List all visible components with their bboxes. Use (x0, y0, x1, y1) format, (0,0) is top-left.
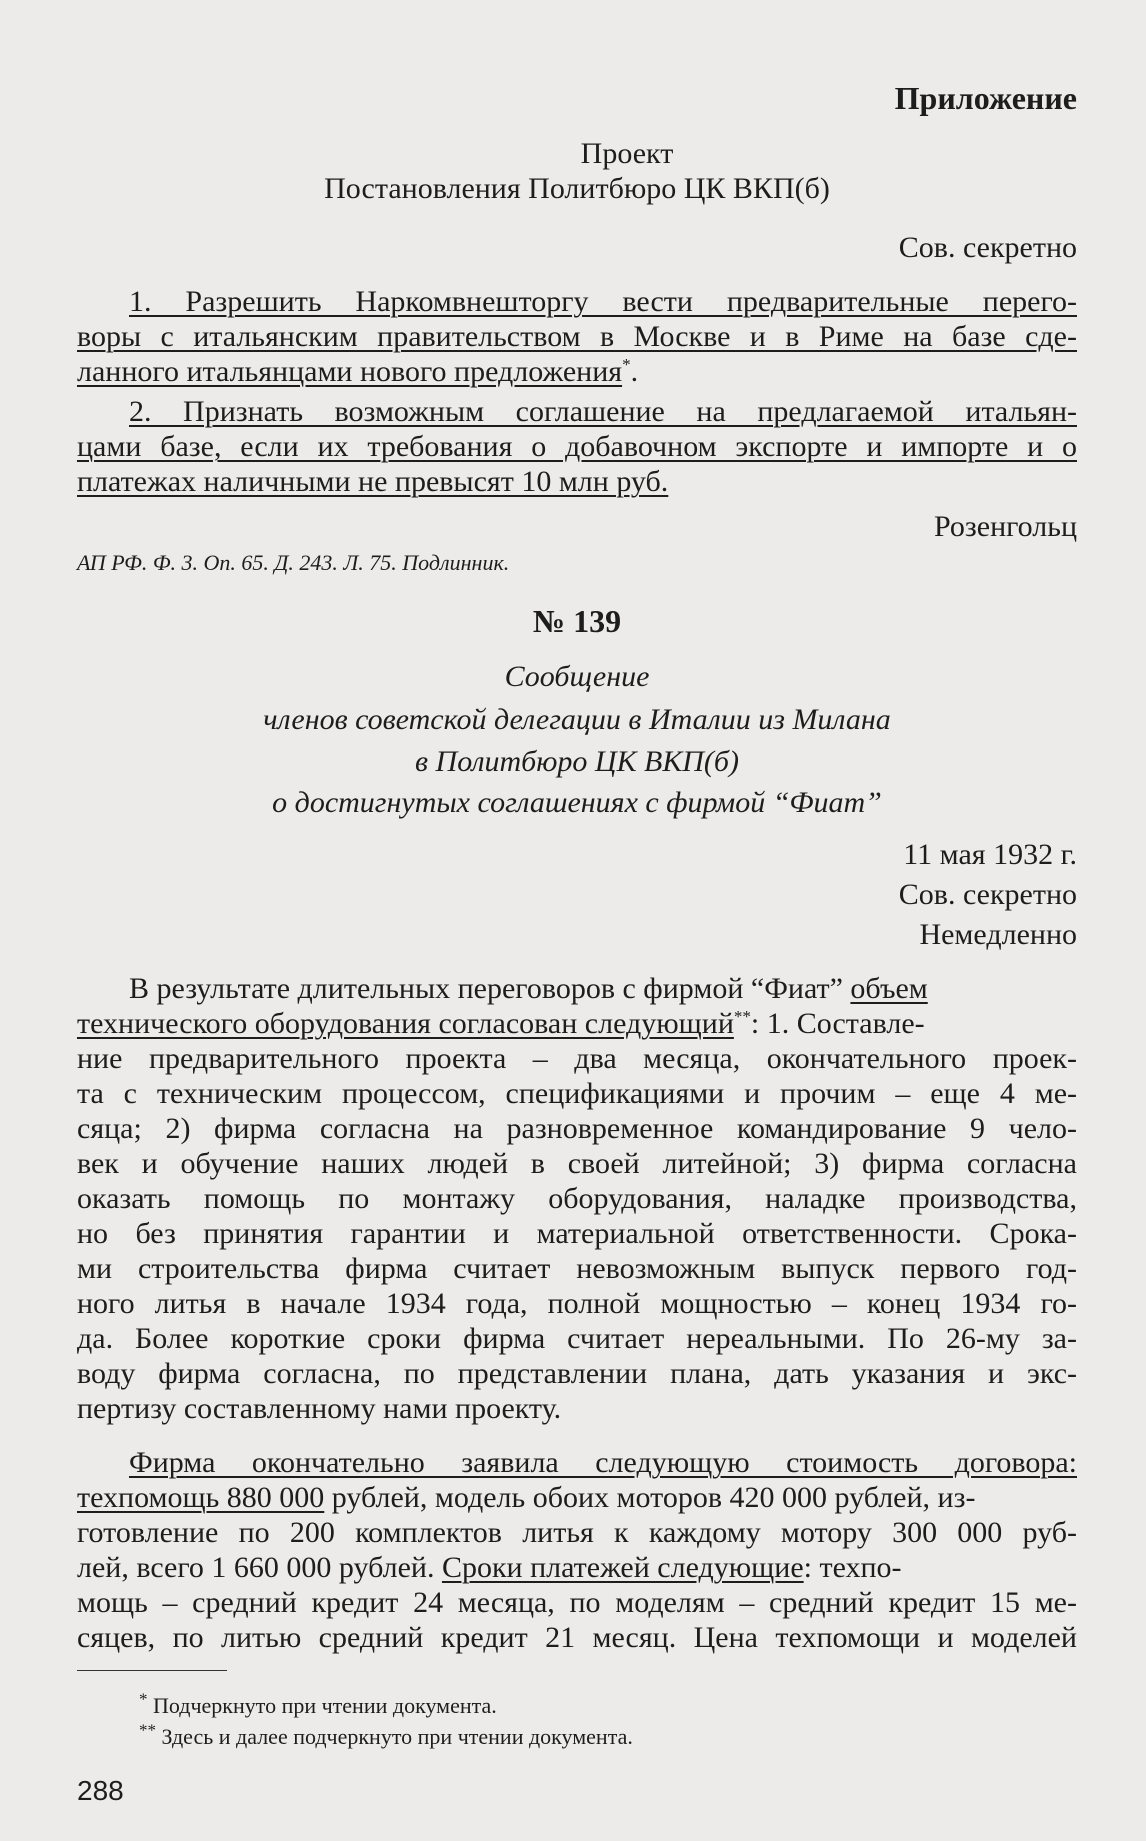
para2-line-2 (77, 1481, 1077, 1514)
para2-l4-rest: : техпо- (803, 1551, 902, 1584)
para1-line-10: ного литья в начале 1934 года, полной мощностью – конец 1934 го- (77, 1287, 1077, 1320)
appendix-heading: Приложение (894, 80, 1077, 116)
footnote-rule (77, 1670, 227, 1671)
doc-urgency: Немедленно (919, 918, 1077, 951)
para1-line-5: сяца; 2) фирма согласна на разновременное командирование 9 чело- (77, 1112, 1077, 1145)
para1-line-11: да. Более короткие сроки фирма считает нереальными. По 26-му за- (77, 1322, 1077, 1355)
para1-line-6: век и обучение наших людей в своей литейной; 3) фирма согласна (77, 1147, 1077, 1180)
footnote-2 (139, 1720, 1139, 1750)
para1-l1-plain: В результате длительных переговоров с фирмой “Фиат” (129, 972, 851, 1005)
footnote-mark-1: * (622, 355, 631, 374)
doc-title-line-4: о достигнутых соглашениях с фирмой “Фиат” (272, 786, 882, 819)
document-number: № 139 (532, 603, 622, 639)
para2-line-5: мощь – средний кредит 24 месяца, по моделям – средний кредит 15 ме- (77, 1586, 1077, 1619)
para1-l2-under: технического оборудования согласован следующий (77, 1007, 734, 1040)
para1-line-12: воду фирма согласна, по представлении плана, дать указания и экс- (77, 1357, 1077, 1390)
project-label: Проект (580, 137, 674, 170)
signature: Розенгольц (933, 510, 1077, 543)
p2-line-2: цами базе, если их требования о добавочном экспорте и импорте и о (77, 430, 1077, 463)
para1-l2-rest: : 1. Составле- (750, 1007, 925, 1040)
para1-line-4: та с техническим процессом, спецификациями и прочим – еще 4 ме- (77, 1077, 1077, 1110)
footnote-2-text: Здесь и далее подчеркнуто при чтении документа. (161, 1724, 633, 1749)
para1-line-9: ми строительства фирма считает невозможным выпуск первого год- (77, 1252, 1077, 1285)
para2-line-4 (77, 1551, 1077, 1584)
p1-line-3 (77, 355, 1077, 388)
p1-line-1: 1. Разрешить Наркомвнешторгу вести предварительные перего- (129, 285, 1077, 318)
para1-line-1 (77, 972, 1077, 1005)
para1-l1-under: объем (850, 972, 928, 1005)
p1-line-2: воры с итальянским правительством в Москве и в Риме на базе сде- (77, 320, 1077, 353)
footnote-2-mark: ** (139, 1720, 156, 1740)
doc-date: 11 мая 1932 г. (903, 838, 1077, 871)
doc-secrecy: Сов. секретно (898, 878, 1077, 911)
para2-l4-plain: лей, всего 1 660 000 рублей. (77, 1551, 442, 1584)
para1-line-3: ние предварительного проекта – два месяца, окончательного проек- (77, 1042, 1077, 1075)
doc-title-line-3: в Политбюро ЦК ВКП(б) (415, 745, 739, 778)
para2-line-6: сяцев, по литью средний кредит 21 месяц. Цена техпомощи и моделей (77, 1621, 1077, 1654)
footnote-1-text: Подчеркнуто при чтении документа. (153, 1693, 497, 1718)
para2-line-1: Фирма окончательно заявила следующую стоимость договора: (129, 1446, 1077, 1479)
archive-source: АП РФ. Ф. 3. Оп. 65. Д. 243. Л. 75. Подлинник. (77, 550, 510, 575)
para2-line-3: готовление по 200 комплектов литья к каждому мотору 300 000 руб- (77, 1516, 1077, 1549)
para1-line-13: пертизу составленному нами проекту. (77, 1392, 562, 1425)
p1-end: . (630, 355, 639, 388)
para2-l4-under: Сроки платежей следующие (441, 1551, 804, 1584)
p2-line-3: платежах наличными не превысят 10 млн руб. (77, 465, 669, 498)
para2-l2-under: техпомощь 880 000 (77, 1481, 325, 1514)
footnote-mark-2: ** (733, 1007, 751, 1026)
page-number: 288 (77, 1775, 124, 1806)
p2-line-1: 2. Признать возможным соглашение на предлагаемой итальян- (129, 395, 1077, 428)
resolution-title: Постановления Политбюро ЦК ВКП(б) (324, 172, 830, 205)
doc-title-line-1: Сообщение (504, 660, 650, 693)
para1-line-7: оказать помощь по монтажу оборудования, наладке производства, (77, 1182, 1077, 1215)
p1-line-3-text: ланного итальянцами нового предложения (77, 355, 623, 388)
para1-line-8: но без принятия гарантии и материальной ответственности. Срока- (77, 1217, 1077, 1250)
para1-line-2 (77, 1007, 1077, 1040)
doc-title-line-2: членов советской делегации в Италии из Милана (263, 703, 891, 736)
footnote-1 (139, 1689, 1139, 1719)
footnote-1-mark: * (139, 1689, 148, 1709)
appendix-secrecy: Сов. секретно (898, 231, 1077, 264)
para2-l2-rest: рублей, модель обоих моторов 420 000 рублей, из- (324, 1481, 976, 1514)
